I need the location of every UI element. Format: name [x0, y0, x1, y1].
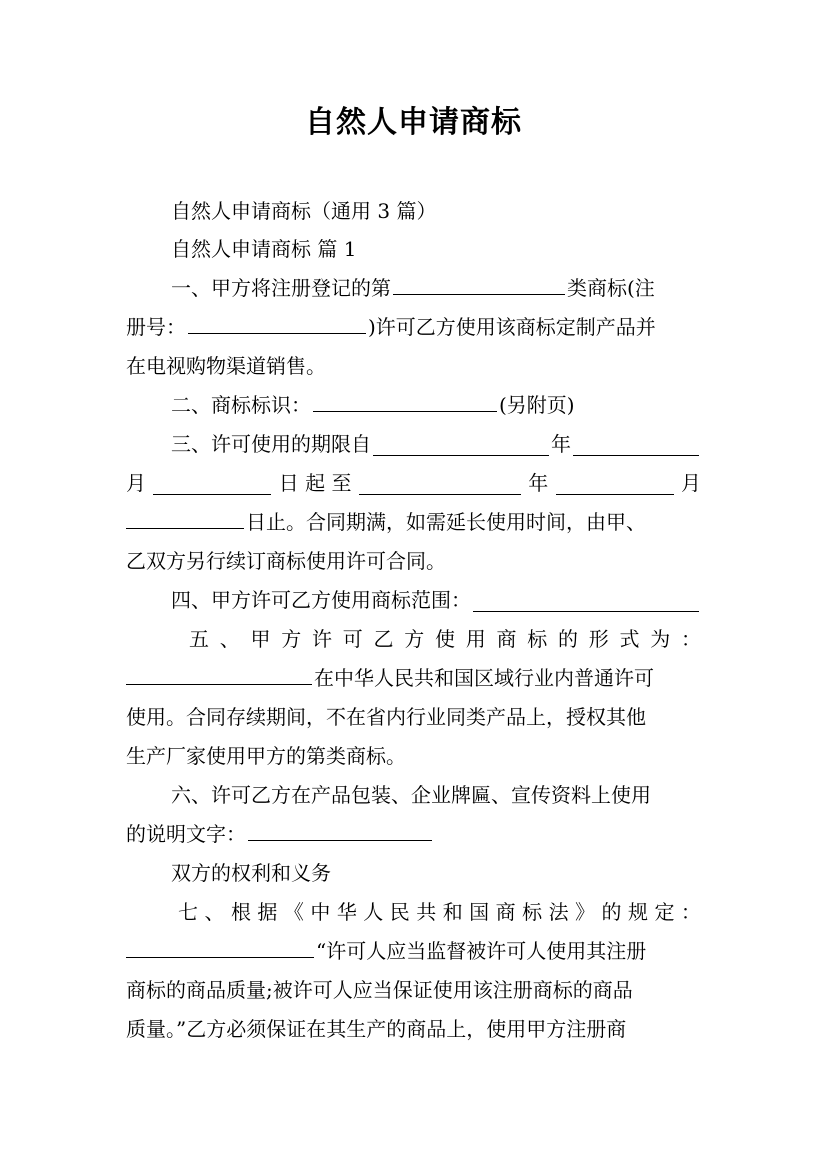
clause-7-char: 法: [548, 900, 569, 924]
clause-3-text-c: 月: [126, 471, 146, 495]
clause-1-text-a: 一、甲方将注册登记的第: [171, 276, 391, 300]
clause-5-char: 甲: [250, 627, 271, 651]
blank-trademark-law-reference: [126, 935, 314, 958]
clause-5-char: 乙: [373, 627, 394, 651]
clause-3-line-3: [126, 502, 701, 542]
blank-start-day: [153, 472, 271, 495]
blank-end-day: [126, 506, 244, 529]
clause-7-line-4: 质量。”乙方必须保证在其生产的商品上，使用甲方注册商: [126, 1017, 627, 1041]
clause-4-line: [171, 580, 701, 620]
clause-7-char: 民: [389, 900, 410, 924]
clause-5-char: 为: [650, 627, 671, 651]
clause-5-char: 可: [342, 627, 363, 651]
clause-5-char: 使: [435, 627, 455, 651]
clause-5-char: 商: [496, 627, 517, 651]
clause-7-char: 》: [575, 900, 596, 924]
clause-1-text-d: )许可乙方使用该商标定制产品并: [368, 315, 656, 339]
clause-7-char: ：: [680, 900, 701, 924]
clause-5-line-4: 生产厂家使用甲方的第类商标。: [126, 744, 406, 768]
clause-3-text-f: 月: [680, 471, 701, 495]
clause-7-line-2: [126, 931, 701, 971]
clause-5-char: 方: [281, 627, 302, 651]
clause-1-line-2: [126, 307, 701, 347]
clause-4-text: 四、甲方许可乙方使用商标范围：: [171, 588, 471, 612]
clause-5-char: 的: [558, 627, 578, 651]
clause-7-char: 国: [469, 900, 490, 924]
clause-3-text-g: 日止。合同期满，如需延长使用时间，由甲、: [246, 510, 646, 534]
clause-3-line-4: 乙双方另行续订商标使用许可合同。: [126, 549, 446, 573]
clause-2-text-b: (另附页): [499, 393, 575, 417]
clause-5-char: 方: [404, 627, 425, 651]
clause-5-line-2: [126, 658, 701, 698]
clause-7-char: 中: [310, 900, 331, 924]
clause-1-text-b: 类商标(注: [567, 276, 655, 300]
clause-5-text-b: 在中华人民共和国区域行业内普通许可: [314, 666, 654, 690]
clause-5-line-3: 使用。合同存续期间，不在省内行业同类产品上，授权其他: [126, 705, 646, 729]
clause-7-char: 标: [522, 900, 543, 924]
blank-license-scope: [473, 589, 699, 612]
clause-7-char: 七: [178, 900, 198, 924]
clause-7-char: 定: [654, 900, 675, 924]
blank-end-month: [556, 472, 674, 495]
clause-1-line-3: 在电视购物渠道销售。: [126, 354, 326, 378]
blank-class-number: [393, 272, 565, 295]
clause-6-text-b: 的说明文字：: [126, 822, 246, 846]
clause-7-char: 《: [283, 900, 304, 924]
clause-7-char: 、: [204, 900, 225, 924]
clause-3-text-a: 三、许可使用的期限自: [171, 432, 371, 456]
document-title: 自然人申请商标: [305, 105, 522, 140]
clause-2-text-a: 二、商标标识：: [171, 393, 311, 417]
clause-7-char: 的: [601, 900, 622, 924]
clause-5-char: 许: [312, 627, 332, 651]
clause-1-line-1: [171, 268, 701, 308]
clause-7-char: 据: [257, 900, 278, 924]
clause-3-line-1: [171, 424, 701, 464]
clause-5-char: 标: [527, 627, 548, 651]
blank-end-year: [359, 472, 521, 495]
clause-5-char: 式: [619, 627, 640, 651]
clause-7-char: 和: [442, 900, 463, 924]
clause-3-text-b: 年: [551, 432, 571, 456]
clause-5-char: 形: [588, 627, 609, 651]
blank-start-year: [373, 433, 549, 456]
clause-5-char: 五: [189, 627, 209, 651]
clause-1-text-c: 册号：: [126, 315, 186, 339]
clause-2-line: [171, 385, 701, 425]
section-heading: 自然人申请商标 篇 1: [171, 237, 357, 261]
clause-7-char: 商: [495, 900, 516, 924]
clause-7-char: 华: [336, 900, 357, 924]
clause-7-line-3: 商标的商品质量;被许可人应当保证使用该注册商标的商品: [126, 978, 633, 1002]
clause-7-text-b: “许可人应当监督被许可人使用其注册: [316, 939, 647, 963]
clause-5-line-1: [189, 619, 701, 659]
clause-3-line-2: [126, 463, 701, 503]
clause-5-char: 用: [465, 627, 486, 651]
clause-6-line-1: 六、许可乙方在产品包装、企业牌匾、宣传资料上使用: [171, 783, 651, 807]
clause-7-line-1: [178, 892, 701, 932]
clause-5-char: 、: [219, 627, 240, 651]
clause-7-char: 根: [230, 900, 251, 924]
subtitle-line: 自然人申请商标（通用 3 篇）: [171, 199, 437, 223]
blank-start-month: [573, 433, 699, 456]
clause-7-char: 人: [363, 900, 384, 924]
clause-3-text-e: 年: [528, 471, 549, 495]
blank-description-text: [248, 818, 432, 841]
blank-registration-number: [188, 311, 366, 334]
clause-7-char: 共: [416, 900, 437, 924]
blank-trademark-logo: [313, 389, 497, 412]
clause-3-text-d: 日 起 至: [278, 471, 352, 495]
clause-5-char: ：: [681, 627, 701, 651]
clause-6-line-2: [126, 814, 701, 854]
rights-heading: 双方的权利和义务: [171, 861, 331, 885]
clause-7-char: 规: [627, 900, 648, 924]
blank-license-form: [126, 662, 312, 685]
